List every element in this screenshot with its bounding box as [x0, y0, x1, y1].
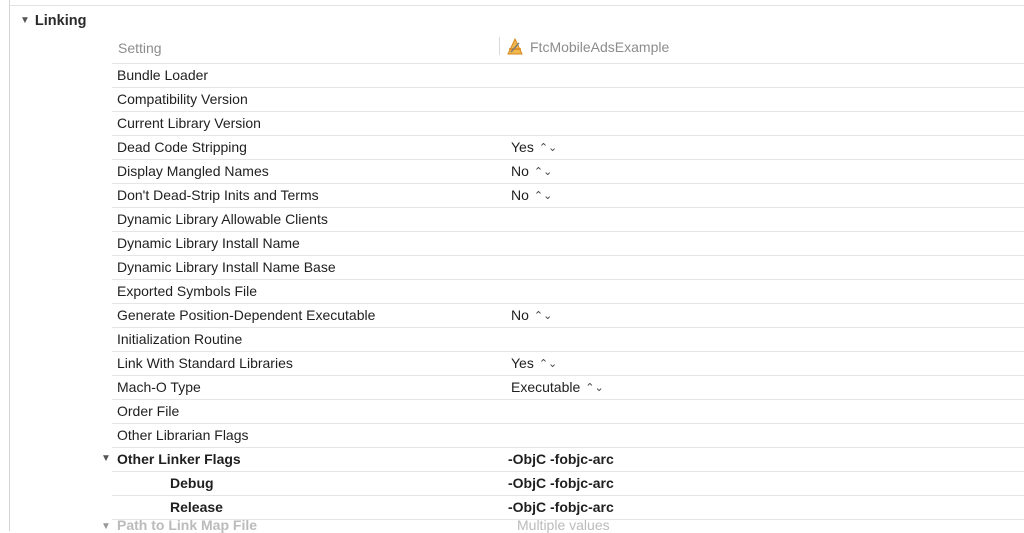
setting-row-mach-o-type[interactable] [112, 376, 1024, 400]
column-header-setting[interactable]: Setting [118, 40, 162, 56]
popup-chevron-icon: ⌃⌄ [533, 189, 553, 202]
setting-value-text: Yes [511, 355, 534, 371]
section-top-divider [10, 5, 1024, 6]
setting-value-popup[interactable] [511, 355, 557, 371]
app-target-icon [506, 38, 524, 56]
setting-row-dylib-install-name[interactable] [112, 232, 1024, 256]
disclosure-triangle-icon[interactable]: ▼ [101, 453, 111, 464]
setting-row-link-standard-libraries[interactable] [112, 352, 1024, 376]
setting-row-dont-dead-strip[interactable] [112, 184, 1024, 208]
popup-chevron-icon: ⌃⌄ [533, 309, 553, 322]
setting-name: Debug [170, 475, 214, 491]
setting-name: Dynamic Library Install Name [117, 235, 300, 251]
setting-value-text: Executable [511, 379, 581, 395]
setting-name: Compatibility Version [117, 91, 248, 107]
setting-row-initialization-routine[interactable] [112, 328, 1024, 352]
setting-row-dylib-allowable-clients[interactable] [112, 208, 1024, 232]
setting-value-text: No [511, 187, 529, 203]
popup-chevron-icon: ⌃⌄ [538, 357, 558, 370]
setting-row-order-file[interactable] [112, 400, 1024, 424]
setting-row-display-mangled-names[interactable] [112, 160, 1024, 184]
setting-value-popup[interactable] [511, 307, 552, 323]
setting-value[interactable]: -ObjC -fobjc-arc [508, 499, 614, 515]
setting-value[interactable]: -ObjC -fobjc-arc [508, 475, 614, 491]
setting-value-text: Yes [511, 139, 534, 155]
setting-row-other-linker-flags-debug[interactable] [112, 472, 1024, 496]
setting-row-other-librarian-flags[interactable] [112, 424, 1024, 448]
setting-name: Order File [117, 403, 180, 419]
column-separator [499, 37, 500, 55]
setting-row-compatibility-version[interactable] [112, 88, 1024, 112]
setting-row-dead-code-stripping[interactable] [112, 136, 1024, 160]
setting-value-text: No [511, 307, 529, 323]
setting-name: Dynamic Library Allowable Clients [117, 211, 328, 227]
setting-value-popup[interactable] [511, 187, 552, 203]
popup-chevron-icon: ⌃⌄ [533, 165, 553, 178]
setting-row-exported-symbols-file[interactable] [112, 280, 1024, 304]
setting-name: Dead Code Stripping [117, 139, 247, 155]
setting-row-dylib-install-name-base[interactable] [112, 256, 1024, 280]
setting-row-position-dependent-exec[interactable] [112, 304, 1024, 328]
setting-row-bundle-loader[interactable] [112, 64, 1024, 88]
setting-row-current-library-version[interactable] [112, 112, 1024, 136]
setting-name: Exported Symbols File [117, 283, 258, 299]
setting-name: Path to Link Map File [117, 517, 258, 533]
disclosure-triangle-icon[interactable]: ▼ [101, 521, 111, 532]
setting-value-text: No [511, 163, 529, 179]
setting-name: Initialization Routine [117, 331, 243, 347]
setting-name: Release [170, 499, 223, 515]
section-title: Linking [34, 13, 87, 29]
column-header-target-label: FtcMobileAdsExample [530, 39, 670, 55]
setting-row-path-to-link-map-file[interactable] [101, 517, 1024, 533]
setting-value[interactable]: -ObjC -fobjc-arc [508, 451, 614, 467]
popup-chevron-icon: ⌃⌄ [585, 381, 604, 394]
pane-left-border [9, 0, 10, 531]
setting-name: Mach-O Type [117, 379, 201, 395]
setting-name: Dynamic Library Install Name Base [117, 259, 336, 275]
setting-value-popup[interactable] [511, 139, 557, 155]
setting-name: Current Library Version [117, 115, 261, 131]
section-header-linking[interactable] [20, 11, 86, 31]
setting-name: Generate Position-Dependent Executable [117, 307, 376, 323]
setting-row-other-linker-flags[interactable] [101, 448, 1024, 472]
build-settings-table [101, 64, 1024, 533]
setting-value-popup[interactable] [511, 379, 604, 395]
setting-name: Other Librarian Flags [117, 427, 249, 443]
setting-name: Link With Standard Libraries [117, 355, 293, 371]
column-header-row [112, 35, 1024, 64]
setting-name: Display Mangled Names [117, 163, 269, 179]
popup-chevron-icon: ⌃⌄ [538, 141, 558, 154]
setting-value[interactable]: Multiple values [517, 517, 610, 533]
setting-name: Other Linker Flags [117, 451, 241, 467]
column-header-target[interactable] [506, 38, 669, 56]
setting-name: Don't Dead-Strip Inits and Terms [117, 187, 319, 203]
disclosure-triangle-icon[interactable]: ▼ [20, 14, 30, 26]
setting-value-popup[interactable] [511, 163, 552, 179]
setting-name: Bundle Loader [117, 67, 209, 83]
